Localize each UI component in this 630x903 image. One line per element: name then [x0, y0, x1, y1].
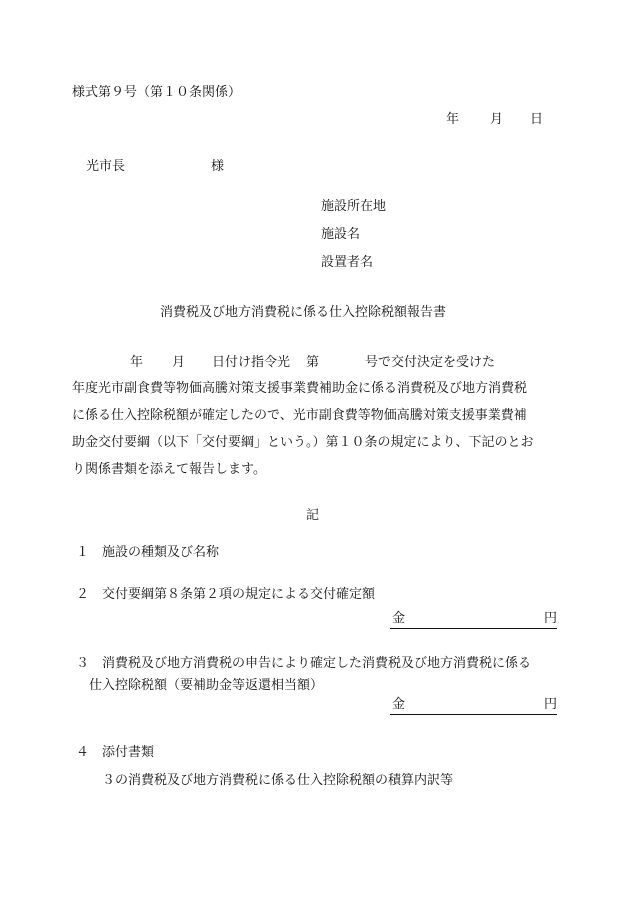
body-year: 年 [130, 355, 144, 370]
item-1-text: 施設の種類及び名称 [102, 545, 220, 560]
body-day-ref: 日付け指令光 [212, 355, 291, 370]
item-4-number: ４ [76, 745, 90, 760]
body-line-3: に係る仕入控除税額が確定したので、光市副食費等物価高騰対策支援事業費補 [72, 408, 527, 423]
item-3-text-line1: 消費税及び地方消費税の申告により確定した消費税及び地方消費税に係る [102, 656, 532, 671]
item-1-number: １ [76, 545, 90, 560]
item-4-sub: ３の消費税及び地方消費税に係る仕入控除税額の積算内訳等 [102, 773, 454, 788]
item-3-number: ３ [76, 656, 90, 671]
body-line-5: り関係書類を添えて報告します。 [72, 462, 266, 477]
date-day: 日 [530, 112, 544, 127]
document-title: 消費税及び地方消費税に係る仕入控除税額報告書 [160, 305, 447, 320]
addressee-mayor: 光市長 [86, 159, 126, 174]
item-3-en: 円 [543, 697, 557, 712]
applicant-name-label: 施設名 [321, 227, 361, 242]
item-2-amount-line [390, 610, 557, 629]
applicant-location-label: 施設所在地 [321, 199, 387, 214]
body-dai: 第 [306, 355, 320, 370]
body-line-4: 助金交付要綱（以下「交付要綱」という。）第１０条の規定により、下記のとお [72, 435, 534, 450]
item-3-kin: 金 [392, 697, 406, 712]
body-line-2: 年度光市副食費等物価高騰対策支援事業費補助金に係る消費税及び地方消費税 [72, 381, 528, 396]
addressee-honorific: 様 [211, 159, 225, 174]
item-3-amount-line [390, 696, 557, 715]
item-4-text: 添付書類 [102, 745, 155, 760]
applicant-founder-label: 設置者名 [321, 255, 374, 270]
item-3-text-line2: 仕入控除税額（要補助金等返還相当額） [89, 678, 324, 693]
body-line1-rest: 号で交付決定を受けた [365, 355, 496, 370]
body-month: 月 [172, 355, 186, 370]
ki-heading: 記 [306, 508, 320, 523]
item-2-kin: 金 [392, 611, 406, 626]
date-year: 年 [446, 112, 460, 127]
form-number: 様式第９号（第１０条関係） [72, 85, 242, 100]
item-2-text: 交付要綱第８条第２項の規定による交付確定額 [102, 587, 376, 602]
date-month: 月 [490, 112, 504, 127]
item-2-en: 円 [543, 611, 557, 626]
item-2-number: ２ [76, 587, 90, 602]
